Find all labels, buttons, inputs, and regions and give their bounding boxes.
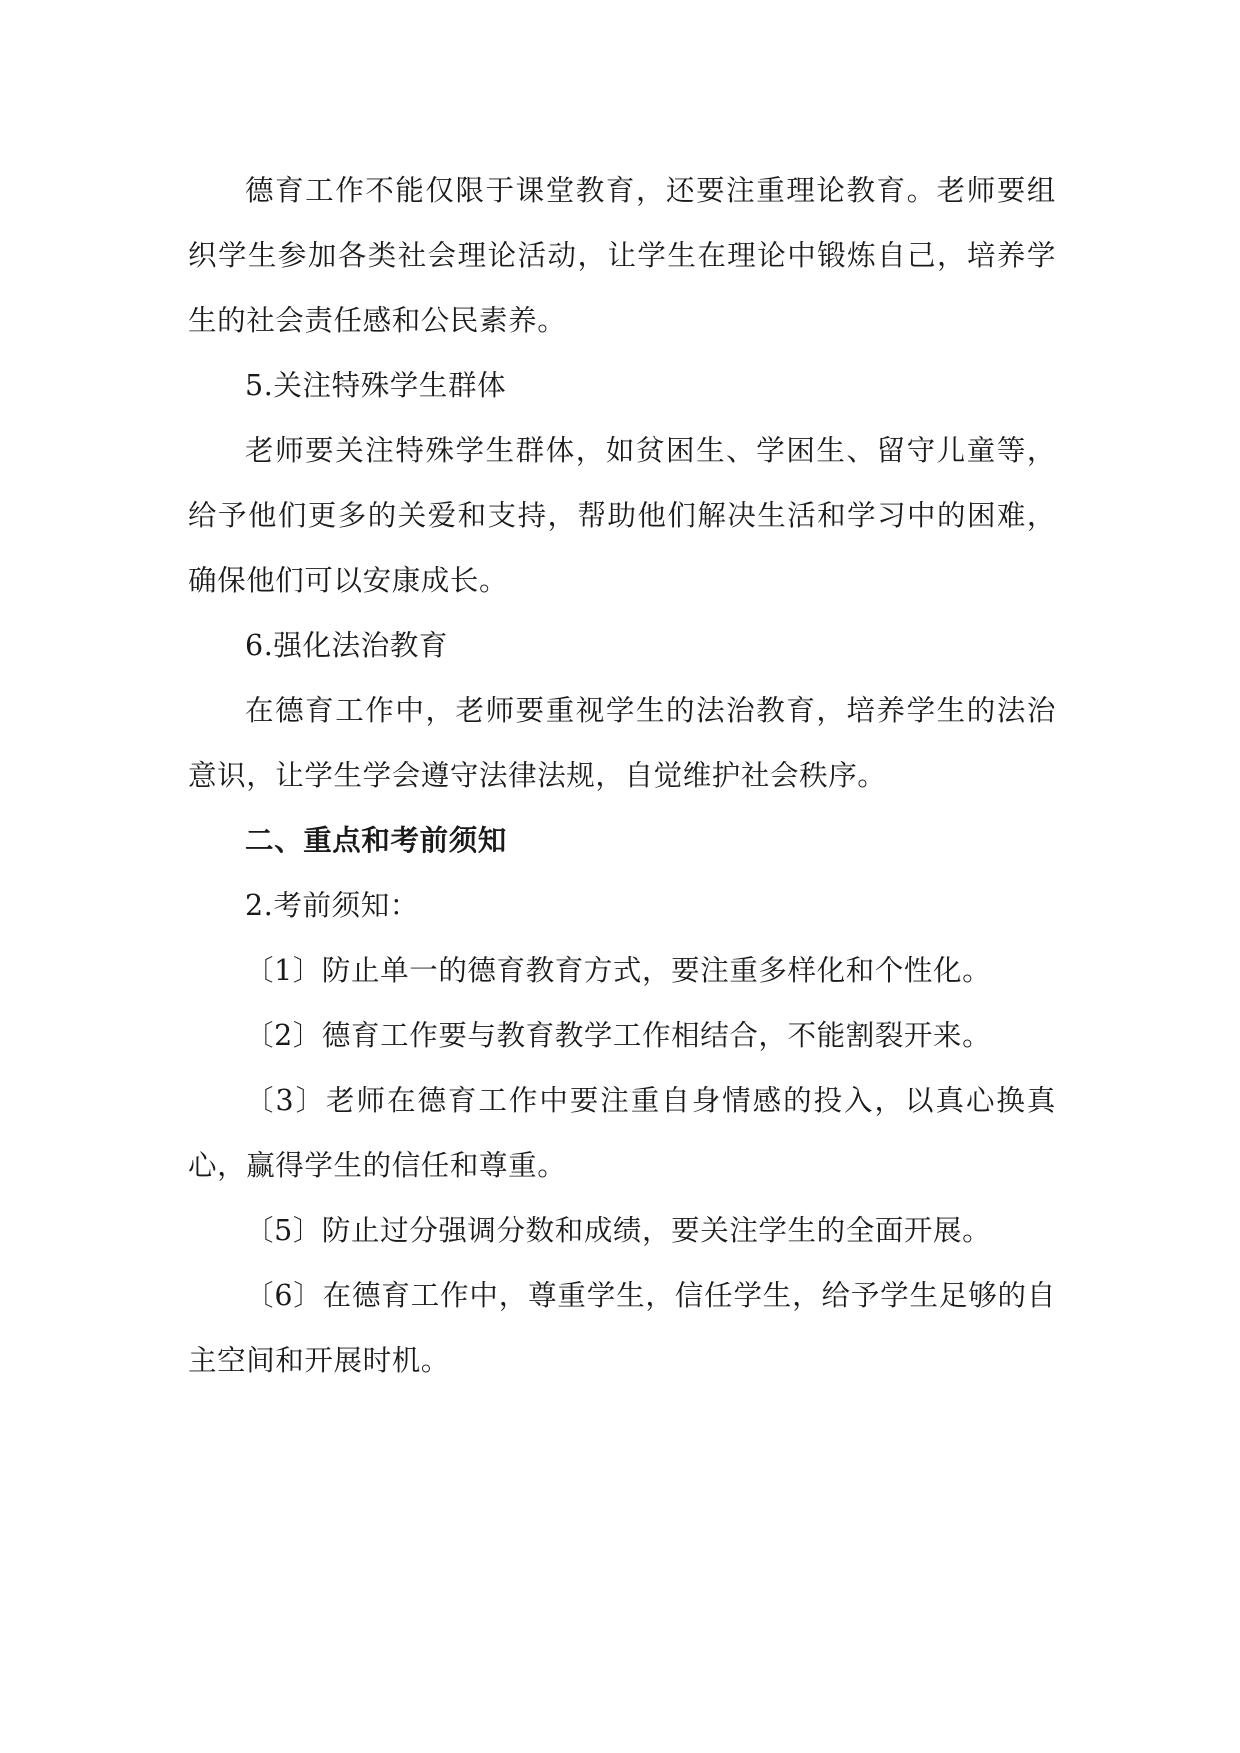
- paragraph-moral-practice: 德育工作不能仅限于课堂教育，还要注重理论教育。老师要组织学生参加各类社会理论活动，让学生在理论中锻炼自己，培养学生的社会责任感和公民素养。: [188, 174, 1056, 337]
- paragraph-special-groups: 老师要关注特殊学生群体，如贫困生、学困生、留守儿童等，给予他们更多的关爱和支持，帮助他们解决生活和学习中的困难，确保他们可以安康成长。: [188, 434, 1056, 597]
- chapter-heading-key-points: 二、重点和考前须知: [245, 824, 507, 857]
- document-body: [188, 158, 1056, 1393]
- note-item-5: 〔5〕防止过分强调分数和成绩，要关注学生的全面开展。: [245, 1214, 992, 1247]
- section-heading-6: 6.强化法治教育: [245, 629, 448, 662]
- note-item-6: 〔6〕在德育工作中，尊重学生，信任学生，给予学生足够的自主空间和开展时机。: [188, 1279, 1056, 1377]
- section-heading-notes: 2.考前须知：: [245, 889, 419, 922]
- section-heading-5: 5.关注特殊学生群体: [245, 369, 507, 402]
- note-item-1: 〔1〕防止单一的德育教育方式，要注重多样化和个性化。: [245, 954, 992, 987]
- note-item-3: 〔3〕老师在德育工作中要注重自身情感的投入，以真心换真心，赢得学生的信任和尊重。: [188, 1084, 1056, 1182]
- paragraph-law-education: 在德育工作中，老师要重视学生的法治教育，培养学生的法治意识，让学生学会遵守法律法规，自觉维护社会秩序。: [188, 694, 1056, 792]
- note-item-2: 〔2〕德育工作要与教育教学工作相结合，不能割裂开来。: [245, 1019, 992, 1052]
